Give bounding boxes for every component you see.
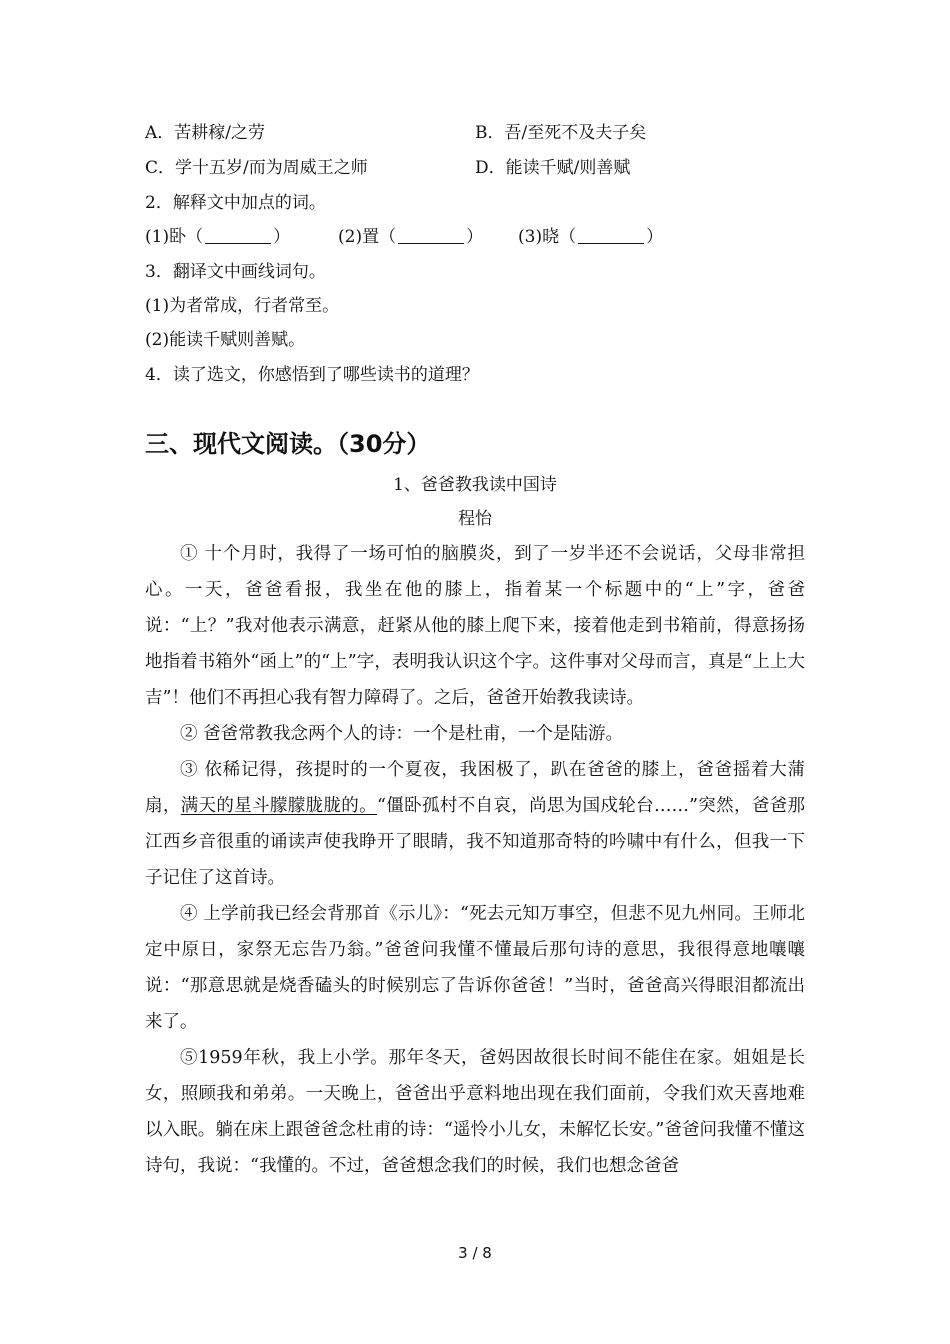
paragraph-2: ② 爸爸常教我念两个人的诗：一个是杜甫，一个是陆游。 xyxy=(180,724,624,744)
q1-option-b: B．吾/至死不及夫子矣 xyxy=(475,123,647,143)
answer-blank[interactable] xyxy=(398,229,464,244)
answer-blank[interactable] xyxy=(578,229,644,244)
q3-title: 3．翻译文中画线词句。 xyxy=(145,262,326,282)
q2-item-3: (3)晓（ ） xyxy=(518,227,664,247)
article-title: 1、爸爸教我读中国诗 xyxy=(393,475,557,495)
q1-option-d: D．能读千赋/则善赋 xyxy=(475,158,631,178)
q2-item-1: (1)卧（ ） xyxy=(145,227,291,247)
answer-blank[interactable] xyxy=(205,229,271,244)
q3-sentence-1: (1)为者常成，行者常至。 xyxy=(145,296,340,316)
paragraph-4: ④ 上学前我已经会背那首《示儿》：“死去元知万事空，但悲不见九州同。王师北定中原日，家祭无忘告乃翁。”爸爸问我懂不懂最后那句诗的意思，我很得意地嚷嚷说：“那意思就是烧香磕头的时候别忘了告诉你爸爸！”当时，爸爸高兴得眼泪都流出来了。 xyxy=(145,904,805,1032)
q1-option-c: C．学十五岁/而为周威王之师 xyxy=(145,158,368,178)
q2-item-2: (2)置（ ） xyxy=(338,227,484,247)
section-heading: 三、现代文阅读。（30分） xyxy=(145,430,431,458)
article-body xyxy=(145,536,805,1184)
q1-option-a: A．苦耕稼/之劳 xyxy=(145,123,266,143)
paragraph-3: ③ 依稀记得，孩提时的一个夏夜，我困极了，趴在爸爸的膝上，爸爸摇着大蒲扇，满天的星斗朦朦胧胧的。“僵卧孤村不自哀，尚思为国戍轮台……”突然，爸爸那江西乡音很重的诵读声使我睁开了眼睛，我不知道那奇特的吟啸中有什么，但我一下子记住了这首诗。 xyxy=(145,760,806,888)
paragraph-5: ⑤1959年秋，我上小学。那年冬天，爸妈因故很长时间不能住在家。姐姐是长女，照顾我和弟弟。一天晚上，爸爸出乎意料地出现在我们面前，令我们欢天喜地难以入眠。躺在床上跟爸爸念杜甫的诗：“遥怜小儿女，未解忆长安。”爸爸问我懂不懂这诗句，我说：“我懂的。不过，爸爸想念我们的时候，我们也想念爸爸 xyxy=(145,1048,805,1176)
q3-sentence-2: (2)能读千赋则善赋。 xyxy=(145,330,306,350)
q4-title: 4．读了选文，你感悟到了哪些读书的道理？ xyxy=(145,365,479,385)
underlined-sentence: 满天的星斗朦朦胧胧的。 xyxy=(180,796,378,816)
article-author: 程怡 xyxy=(458,509,492,529)
paragraph-1: ① 十个月时，我得了一场可怕的脑膜炎，到了一岁半还不会说话，父母非常担心。一天，爸爸看报，我坐在他的膝上，指着某一个标题中的“上”字，爸爸说：“上？”我对他表示满意，赶紧从他的膝上爬下来，接着他走到书箱前，得意扬扬地指着书箱外“函上”的“上”字，表明我认识这个字。这件事对父母而言，真是“上上大吉”！他们不再担心我有智力障碍了。之后，爸爸开始教我读诗。 xyxy=(145,544,805,708)
q2-title: 2．解释文中加点的词。 xyxy=(145,193,326,213)
page-number: 3 / 8 xyxy=(458,1244,492,1262)
